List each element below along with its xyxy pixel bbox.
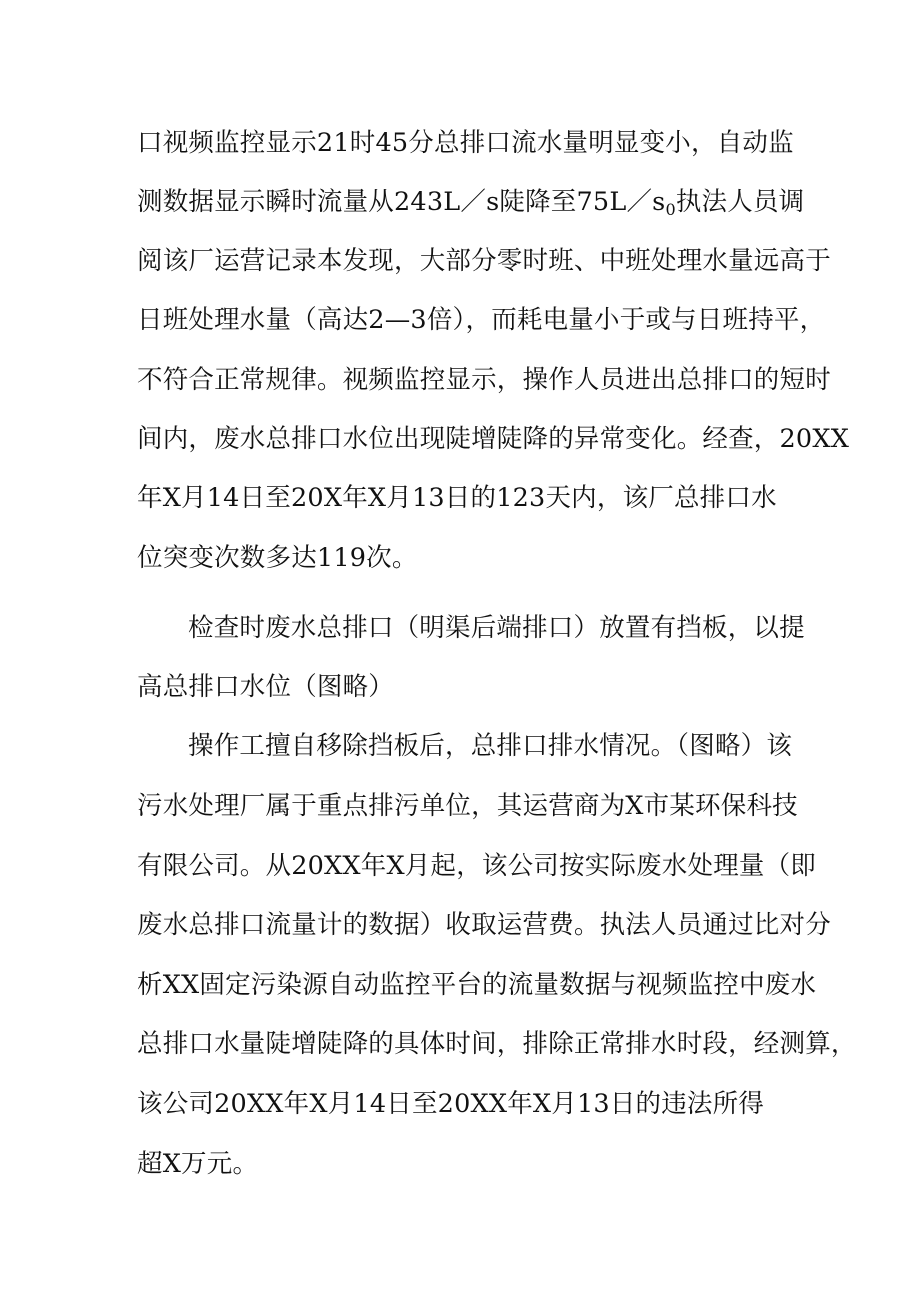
body-line-16: 总排口水量陡增陡降的具体时间，排除正常排水时段，经测算，	[137, 1029, 857, 1059]
body-line-2	[137, 187, 804, 225]
body-line-1: 口视频监控显示21时45分总排口流水量明显变小，自动监	[137, 128, 794, 158]
body-line-6: 间内，废水总排口水位出现陡增陡降的异常变化。经查，20XX	[137, 424, 850, 454]
body-line-8: 位突变次数多达119次。	[137, 543, 418, 573]
body-line-12: 污水处理厂属于重点排污单位，其运营商为X市某环保科技	[137, 791, 798, 821]
body-line-18: 超X万元。	[137, 1149, 259, 1179]
body-line-9-indent: 检查时废水总排口（明渠后端排口）放置有挡板，以提	[188, 613, 805, 643]
body-line-5: 不符合正常规律。视频监控显示，操作人员进出总排口的短时	[137, 365, 831, 395]
body-line-14: 废水总排口流量计的数据）收取运营费。执法人员通过比对分	[137, 910, 831, 940]
body-line-2-tail: 执法人员调	[675, 187, 805, 217]
body-line-17: 该公司20XX年X月14日至20XX年X月13日的违法所得	[137, 1089, 765, 1119]
body-line-2-main: 测数据显示瞬时流量从243L／s陡降至75L／s	[137, 187, 666, 217]
body-line-4: 日班处理水量（高达2—3倍），而耗电量小于或与日班持平，	[137, 305, 826, 335]
body-line-15: 析XX固定污染源自动监控平台的流量数据与视频监控中废水	[137, 970, 817, 1000]
body-line-11-indent: 操作工擅自移除挡板后，总排口排水情况。（图略）该	[188, 731, 793, 761]
body-line-3: 阅该厂运营记录本发现，大部分零时班、中班处理水量远高于	[137, 246, 831, 276]
subscript-zero: 0	[665, 200, 676, 219]
body-line-7: 年X月14日至20X年X月13日的123天内，该厂总排口水	[137, 483, 777, 513]
body-line-10: 高总排口水位（图略）	[137, 672, 395, 702]
body-line-13: 有限公司。从20XX年X月起，该公司按实际废水处理量（即	[137, 851, 817, 881]
